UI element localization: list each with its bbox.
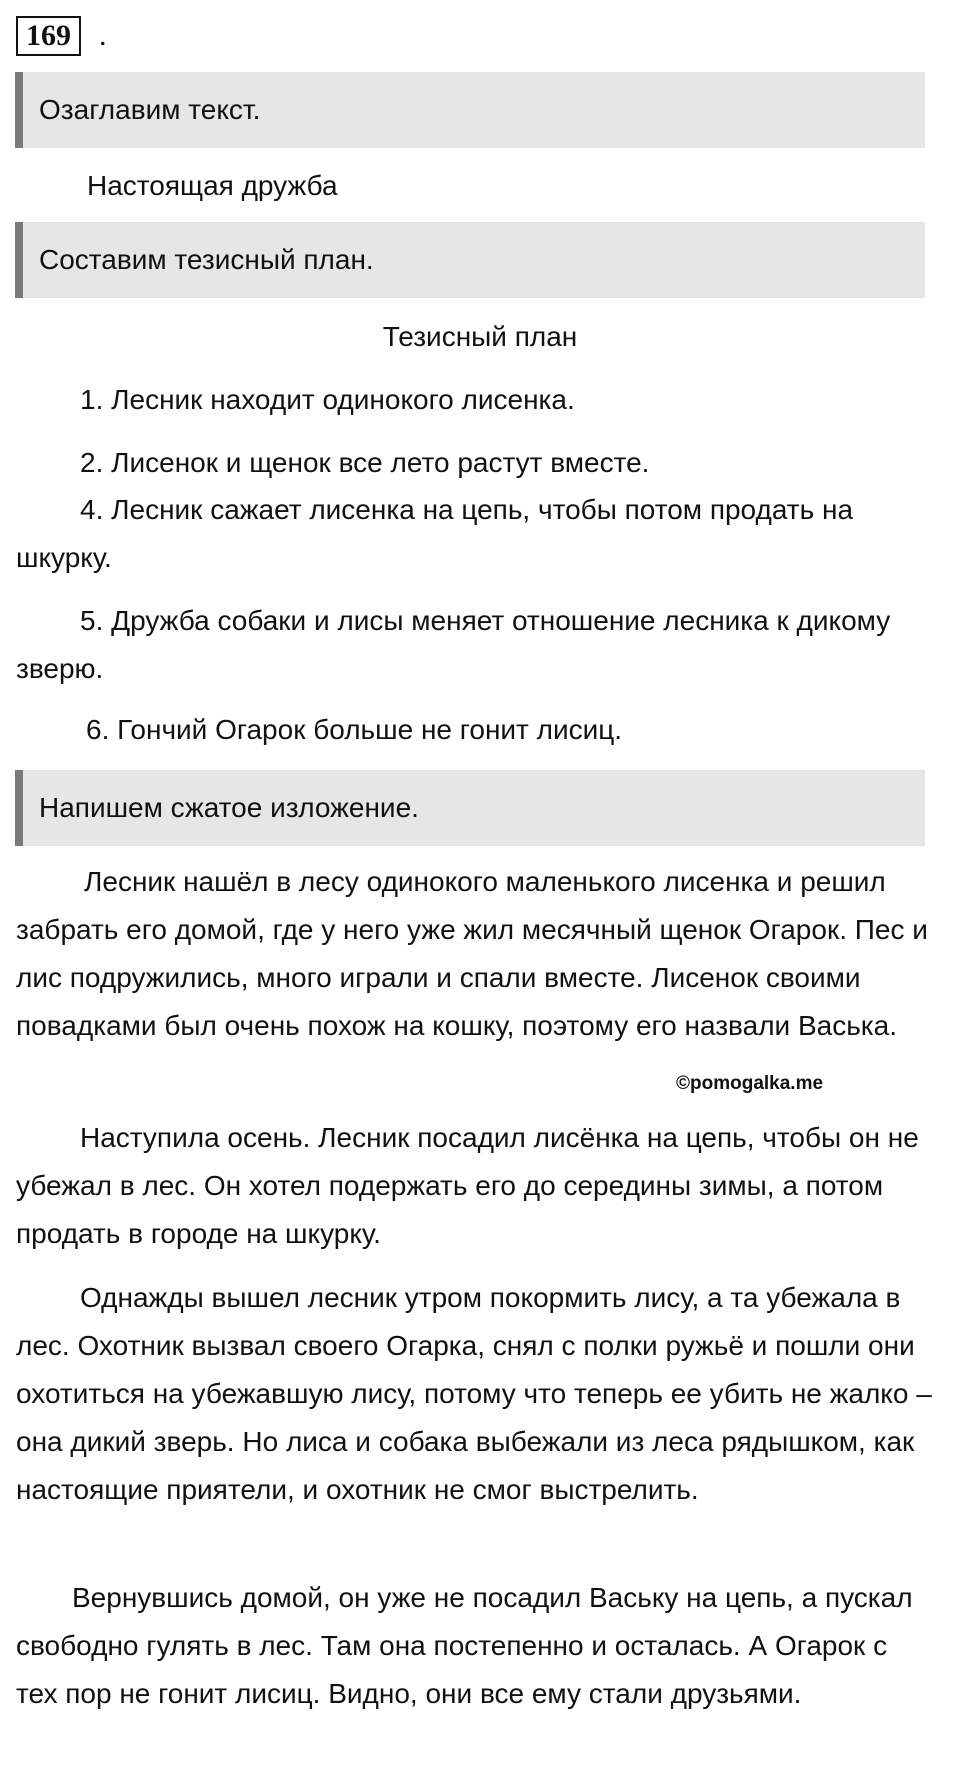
task-number-box: 169 — [16, 16, 81, 56]
plan-heading: Тезисный план — [382, 321, 578, 352]
plan-item-5: 5. Дружба собаки и лисы меняет отношение лесника к дикому зверю. — [16, 605, 891, 684]
summary-paragraph-3: Однажды вышел лесник утром покормить лису, а та убежала в лес. Охотник вызвал своего Огарка, снял с полки ружьё и пошли они охотиться на убежавшую лису, потому что теперь ее убить не жалко – она дикий зверь. Но лиса и собака выбежали из леса рядышком, как настоящие приятели, и охотник не смог выстрелить. — [16, 1282, 932, 1505]
section-title-task: Озаглавим текст. — [15, 72, 925, 148]
section-summary-task: Напишем сжатое изложение. — [15, 770, 925, 846]
summary-paragraph-2: Наступила осень. Лесник посадил лисёнка на цепь, чтобы он не убежал в лес. Он хотел подержать его до середины зимы, а потом продать в городе на шкурку. — [16, 1122, 919, 1249]
task-number-dot: . — [99, 19, 107, 52]
plan-item-2: 2. Лисенок и щенок все лето растут вместе. — [80, 447, 650, 478]
watermark-text: ©pomogalka.me — [676, 1073, 824, 1094]
plan-item-4: 4. Лесник сажает лисенка на цепь, чтобы потом продать на шкурку. — [16, 494, 854, 573]
plan-item-1: 1. Лесник находит одинокого лисенка. — [80, 384, 575, 415]
title-answer: Настоящая дружба — [87, 170, 338, 201]
plan-item-6: 6. Гончий Огарок больше не гонит лисиц. — [86, 714, 623, 745]
section-plan-task: Составим тезисный план. — [15, 222, 925, 298]
summary-paragraph-4: Вернувшись домой, он уже не посадил Ваську на цепь, а пускал свободно гулять в лес. Там она постепенно и осталась. А Огарок с тех пор не гонит лисиц. Видно, они все ему стали друзьями. — [16, 1582, 913, 1709]
summary-paragraph-1: Лесник нашёл в лесу одинокого маленького лисенка и решил забрать его домой, где у него уже жил месячный щенок Огарок. Пес и лис подружились, много играли и спали вместе. Лисенок своими повадками был очень похож на кошку, поэтому его назвали Васька. — [16, 866, 928, 1041]
